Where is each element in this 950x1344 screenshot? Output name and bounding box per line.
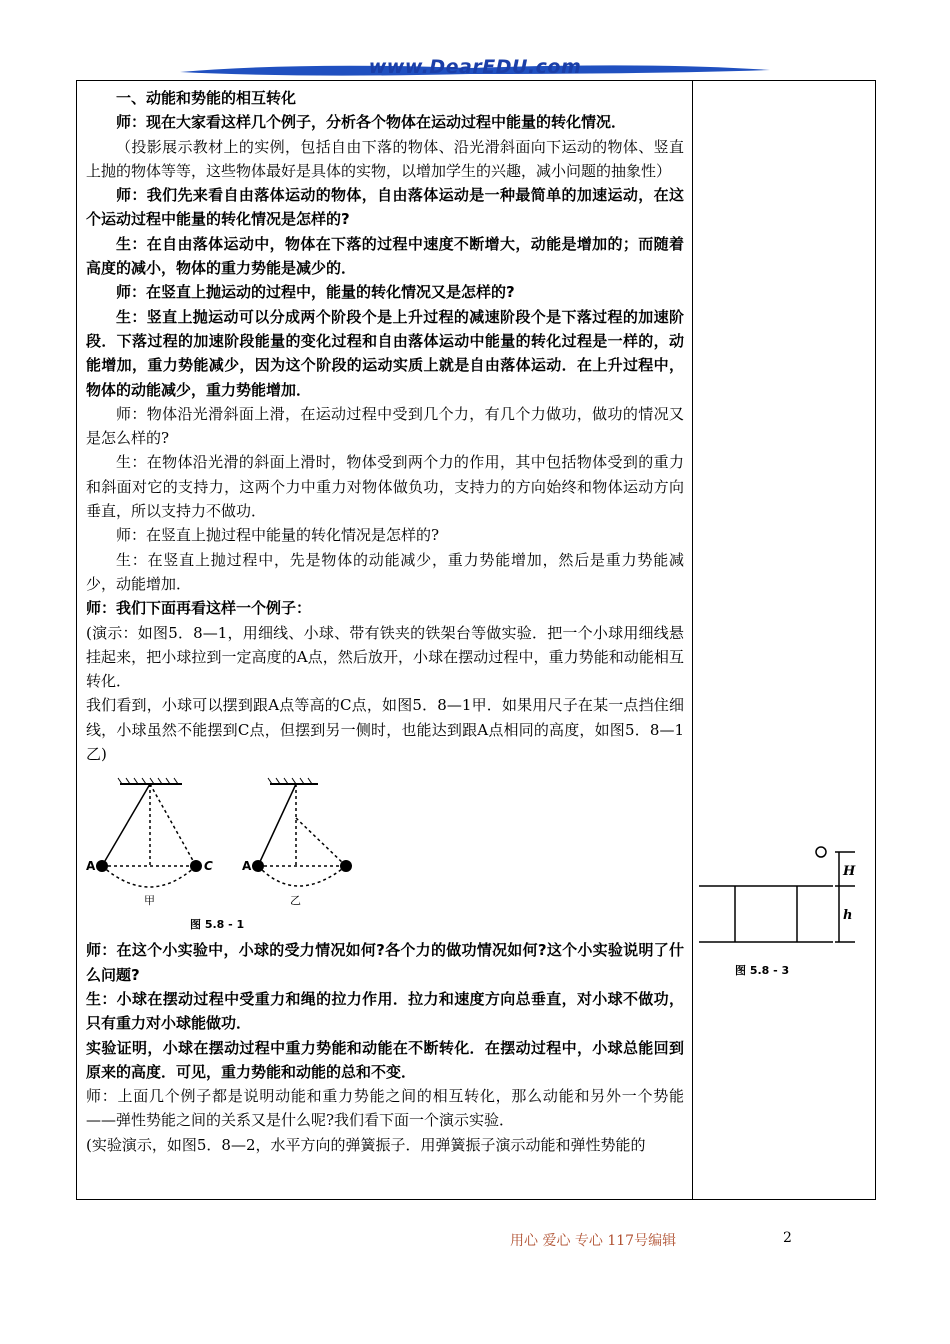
figure-caption: 图 5.8 - 1 xyxy=(190,918,245,932)
demo-paragraph: (实验演示，如图5．8—2，水平方向的弹簧振子．用弹簧振子演示动能和弹性势能的 xyxy=(86,1135,646,1154)
student-line: 生：小球在摆动过程中受重力和绳的拉力作用．拉力和速度方向总垂直，对小球不做功，只有重力对小球能做功． xyxy=(86,989,684,1033)
ball-drop-figure xyxy=(697,838,867,983)
figure-caption: 图 5.8 - 3 xyxy=(735,964,790,977)
column-divider xyxy=(692,80,693,1200)
footer-credit: 用心 爱心 专心 117号编辑 xyxy=(510,1233,677,1249)
subfigure-label-jia: 甲 xyxy=(144,894,155,908)
demo-paragraph: (演示：如图5．8—1，用细线、小球、带有铁夹的铁架台等做实验．把一个小球用细线悬挂起来，把小球拉到一定高度的A点，然后放开，小球在摆动过程中，重力势能和动能相互转化． xyxy=(86,623,684,691)
observation-paragraph: 我们看到，小球可以摆到跟A点等高的C点，如图5．8—1甲．如果用尺子在某一点挡住细线，小球虽然不能摆到C点，但摆到另一侧时，也能达到跟A点相同的高度，如图5．8—1乙) xyxy=(86,696,684,764)
label-a2: A xyxy=(242,859,252,874)
student-line: 生：在竖直上抛过程中，先是物体的动能减少，重力势能增加，然后是重力势能减少，动能增加． xyxy=(86,550,684,593)
page-number: 2 xyxy=(783,1230,792,1246)
teacher-line: 师：在竖直上抛运动的过程中，能量的转化情况又是怎样的? xyxy=(116,283,515,302)
subfigure-label-yi: 乙 xyxy=(290,894,301,908)
teacher-line: 师：上面几个例子都是说明动能和重力势能之间的相互转化，那么动能和另外一个势能——弹性势能之间的关系又是什么呢?我们看下面一个演示实验． xyxy=(86,1087,684,1130)
label-c: C xyxy=(204,859,213,874)
conclusion-paragraph: 实验证明，小球在摆动过程中重力势能和动能在不断转化．在摆动过程中，小球总能回到原来的高度．可见，重力势能和动能的总和不变． xyxy=(86,1038,684,1081)
label-height-H: H xyxy=(843,864,856,879)
teacher-line: 师：我们先来看自由落体运动的物体，自由落体运动是一种最简单的加速运动，在这个运动过程中能量的转化情况是怎样的? xyxy=(86,186,684,229)
teacher-line: 师：物体沿光滑斜面上滑，在运动过程中受到几个力，有几个力做功，做功的情况又是怎么样的? xyxy=(86,404,684,448)
note-paragraph: （投影展示教材上的实例，包括自由下落的物体、沿光滑斜面向下运动的物体、竖直上抛的物体等等，这些物体最好是具体的实物，以增加学生的兴趣，减小问题的抽象性） xyxy=(86,137,684,180)
section-heading: 一、动能和势能的相互转化 xyxy=(116,89,297,107)
teacher-line: 师：我们下面再看这样一个例子： xyxy=(86,599,312,618)
pendulum-figure xyxy=(86,772,376,932)
teacher-line: 师：现在大家看这样几个例子，分析各个物体在运动过程中能量的转化情况． xyxy=(116,113,627,132)
teacher-line: 师：在竖直上抛过程中能量的转化情况是怎样的? xyxy=(116,526,440,545)
teacher-line: 师：在这个小实验中，小球的受力情况如何?各个力的做功情况如何?这个小实验说明了什么问题? xyxy=(86,941,684,984)
student-line: 生：在物体沿光滑的斜面上滑时，物体受到两个力的作用，其中包括物体受到的重力和斜面对它的支持力，这两个力中重力对物体做负功，支持力的方向始终和物体运动方向垂直，所以支持力不做功． xyxy=(86,453,684,521)
label-height-h: h xyxy=(843,908,853,923)
main-content xyxy=(86,86,684,1157)
student-line: 生：在自由落体运动中，物体在下落的过程中速度不断增大，动能是增加的；而随着高度的减小，物体的重力势能是减少的． xyxy=(86,234,684,278)
student-line: 生：竖直上抛运动可以分成两个阶段个是上升过程的减速阶段个是下落过程的加速阶段．下落过程的加速阶段能量的变化过程和自由落体运动中能量的转化过程是一样的，动能增加，重力势能减少，因为这个阶段的运动实质上就是自由落体运动．在上升过程中，物体的动能减少，重力势能增加． xyxy=(86,307,684,399)
label-a: A xyxy=(86,859,96,874)
site-header-text[interactable]: www.DearEDU.com xyxy=(368,56,582,78)
